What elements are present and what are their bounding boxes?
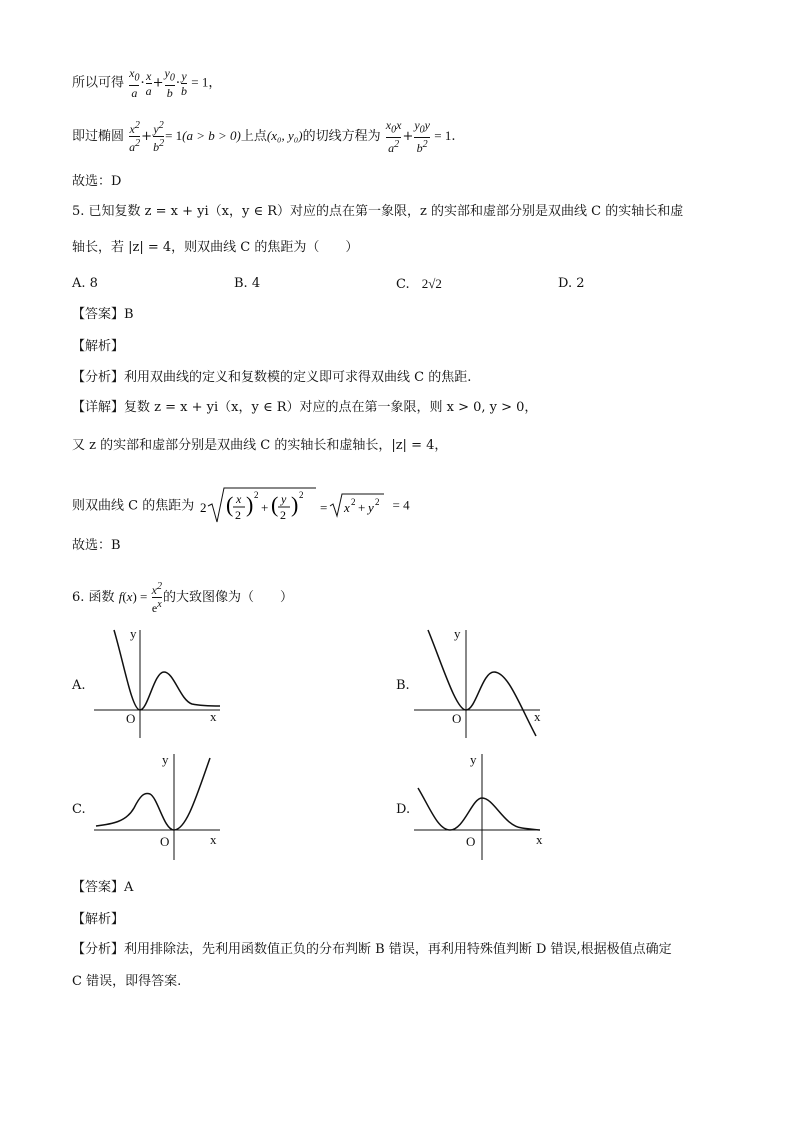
q6-stem-suffix: 的大致图像为（ ） xyxy=(162,590,293,605)
svg-text:): ) xyxy=(246,492,254,517)
point: (x₀, y₀) xyxy=(266,128,303,144)
text-comma: ， xyxy=(208,75,222,91)
frac-x0-a: $\frac{x_0}{a}$ xyxy=(129,66,140,101)
q6-answer: 【答案】A xyxy=(72,880,134,895)
graph-a-label: A. xyxy=(72,678,86,693)
graph-a xyxy=(92,624,232,744)
focal-distance-formula xyxy=(198,486,388,526)
graph-c-label: C. xyxy=(72,802,86,817)
svg-text:2: 2 xyxy=(280,508,287,522)
graph-b-y-label: y xyxy=(454,626,461,641)
frac-y2-b2: $\frac{y^2}{b^2}$ xyxy=(153,120,165,155)
text-period: . xyxy=(451,129,456,145)
svg-text:2: 2 xyxy=(375,497,380,507)
q5-answer: 【答案】B xyxy=(72,307,134,322)
frac-y0-b: $\frac{y_0}{b}$ xyxy=(164,66,175,101)
svg-text:y: y xyxy=(281,492,287,506)
svg-text:x: x xyxy=(236,492,242,506)
graph-b xyxy=(412,624,552,744)
q5-option-c xyxy=(396,274,442,295)
graph-b-x-label: x xyxy=(534,709,541,724)
svg-text:2: 2 xyxy=(351,497,356,507)
graph-b-label: B. xyxy=(396,678,410,693)
graph-d-x-label: x xyxy=(536,832,543,847)
svg-text:=: = xyxy=(320,500,328,515)
q5-detail2: 又 z 的实部和虚部分别是双曲线 C 的实轴长和虚轴长，|z| = 4， xyxy=(72,438,448,453)
graph-d-y-label: y xyxy=(470,752,477,767)
eq-line-2: 即过椭圆 $\frac{x^2}{a^2}$ + $\frac{y^2}{b^2}$ = 1(a > b > 0)上点(x₀, y₀)的切线方程为 $\frac{x_0x}{a^2}$ + $\frac{y_0y}{b^2}$ = 1. xyxy=(72,118,456,156)
prev-answer: 故选：D xyxy=(72,174,122,189)
svg-text:x: x xyxy=(344,500,351,515)
q6-analysis-line1: 【分析】利用排除法，先利用函数值正负的分布判断 B 错误，再利用特殊值判断 D 错误,根据极值点确定 xyxy=(72,942,672,957)
graph-b-origin: O xyxy=(452,711,462,726)
graph-a-x-label: x xyxy=(210,709,217,724)
graph-c-y-label: y xyxy=(162,752,169,767)
text-prefix: 即过椭圆 xyxy=(72,129,125,145)
q5-option-c-label: C. xyxy=(396,277,410,292)
q5-analysis-title: 【解析】 xyxy=(72,339,125,354)
q6-analysis-line2: C 错误，即得答案. xyxy=(72,974,182,989)
eq-line-1: 所以可得 $\frac{x_0}{a}$ · $\frac{x}{a}$ + $\frac{y_0}{b}$ · $\frac{y}{b}$ = 1， xyxy=(72,66,222,101)
svg-text:2: 2 xyxy=(254,490,259,500)
graph-d-origin: O xyxy=(466,834,476,849)
text-mid: 上点 xyxy=(240,129,267,145)
q5-detail3-prefix: 则双曲线 C 的焦距为 xyxy=(72,498,195,514)
frac-x-a: $\frac{x}{a}$ xyxy=(145,68,152,98)
frac-x2-ex: $\frac{x^2}{e^x}$ xyxy=(151,581,162,615)
q5-option-b: B. 4 xyxy=(234,276,261,291)
graph-a-origin: O xyxy=(126,711,136,726)
graph-d-label: D. xyxy=(396,802,411,817)
q5-option-a: A. 8 xyxy=(72,276,98,291)
svg-text:2: 2 xyxy=(299,490,304,500)
q5-option-c-value: 2√2 xyxy=(421,276,442,291)
text-prefix: 所以可得 xyxy=(72,75,125,91)
frac-y0y-b2: $\frac{y_0y}{b^2}$ xyxy=(414,118,430,156)
svg-text:+: + xyxy=(358,500,366,515)
svg-text:(: ( xyxy=(271,492,279,517)
svg-text:y: y xyxy=(368,500,375,515)
text-mid2: 的切线方程为 xyxy=(302,129,381,145)
graph-d xyxy=(412,748,552,868)
svg-text:(: ( xyxy=(226,492,234,517)
q5-detail3 xyxy=(72,486,410,526)
q6-stem: 6. 函数 f(x) = $\frac{x^2}{e^x}$ 的大致图像为（ ） xyxy=(72,581,293,615)
q5-final: 故选：B xyxy=(72,538,121,553)
condition: (a > b > 0) xyxy=(182,128,241,144)
q5-stem-line1: 5. 已知复数 z = x + yi（x，y ∈ R）对应的点在第一象限，z 的实部和虚部分别是双曲线 C 的实轴长和虚 xyxy=(72,204,684,219)
frac-x2-a2: $\frac{x^2}{a^2}$ xyxy=(129,120,141,155)
graph-c-origin: O xyxy=(160,834,170,849)
q6-stem-prefix: 6. 函数 xyxy=(72,590,115,605)
frac-y-b: $\frac{y}{b}$ xyxy=(181,68,187,98)
graph-c-x-label: x xyxy=(210,832,217,847)
q5-analysis: 【分析】利用双曲线的定义和复数模的定义即可求得双曲线 C 的焦距. xyxy=(72,370,472,385)
svg-text:): ) xyxy=(291,492,299,517)
q5-stem-line2: 轴长，若 |z| = 4，则双曲线 C 的焦距为（ ） xyxy=(72,240,359,255)
q5-detail: 【详解】复数 z = x + yi（x，y ∈ R）对应的点在第一象限，则 x > 0, y > 0， xyxy=(72,400,538,415)
q5-option-d: D. 2 xyxy=(558,276,585,291)
q6-analysis-title: 【解析】 xyxy=(72,912,125,927)
graph-a-y-label: y xyxy=(130,626,137,641)
svg-text:2: 2 xyxy=(200,500,207,515)
frac-x0x-a2: $\frac{x_0x}{a^2}$ xyxy=(385,118,402,156)
svg-text:+: + xyxy=(261,500,269,515)
q5-detail3-result: = 4 xyxy=(392,497,410,513)
svg-text:2: 2 xyxy=(235,508,242,522)
